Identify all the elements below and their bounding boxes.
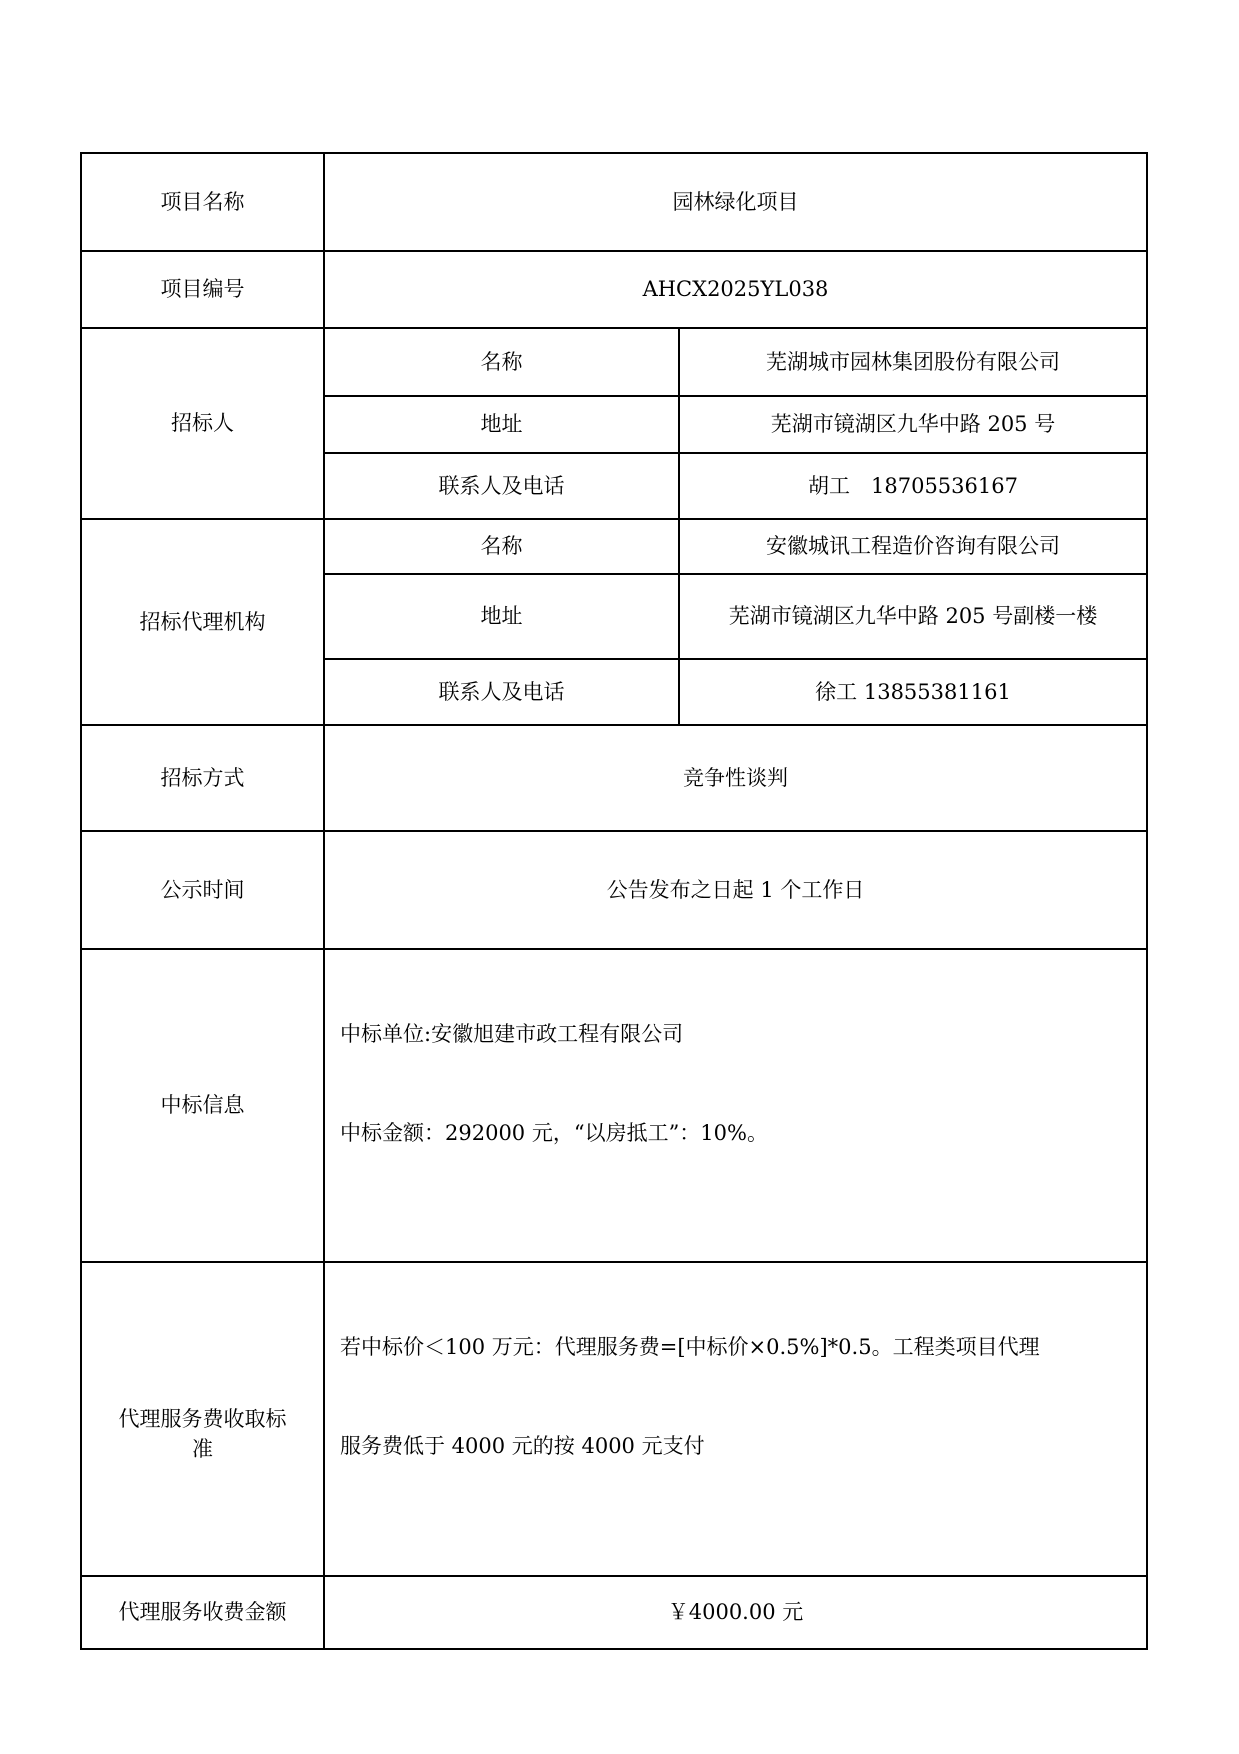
project-number-value: AHCX2025YL038 — [324, 251, 1147, 328]
tenderer-name-value: 芜湖城市园林集团股份有限公司 — [679, 328, 1147, 396]
agency-label: 招标代理机构 — [81, 519, 324, 725]
agency-fee-standard-label — [81, 1262, 324, 1575]
table-row — [81, 251, 1147, 328]
tenderer-contact-label: 联系人及电话 — [324, 453, 679, 519]
table-row — [81, 1576, 1147, 1649]
project-name-value: 园林绿化项目 — [324, 153, 1147, 251]
tender-method-value: 竞争性谈判 — [324, 725, 1147, 831]
agency-address-label: 地址 — [324, 574, 679, 659]
agency-fee-standard-line2: 服务费低于 4000 元的按 4000 元支付 — [340, 1434, 705, 1459]
award-info-label: 中标信息 — [81, 949, 324, 1262]
tender-method-label: 招标方式 — [81, 725, 324, 831]
publicity-period-value: 公告发布之日起 1 个工作日 — [324, 831, 1147, 949]
agency-fee-amount-label: 代理服务收费金额 — [81, 1576, 324, 1649]
award-amount-line: 中标金额：292000 元，“以房抵工”：10%。 — [340, 1121, 768, 1146]
tenderer-name-label: 名称 — [324, 328, 679, 396]
table-row — [81, 328, 1147, 396]
table-row — [81, 949, 1147, 1262]
publicity-period-label: 公示时间 — [81, 831, 324, 949]
tenderer-address-label: 地址 — [324, 396, 679, 453]
tenderer-contact-value: 胡工 18705536167 — [679, 453, 1147, 519]
agency-fee-standard-line1: 若中标价＜100 万元：代理服务费=[中标价×0.5%]*0.5。工程类项目代理 — [340, 1335, 1040, 1360]
agency-fee-amount-value: ￥4000.00 元 — [324, 1576, 1147, 1649]
agency-name-value: 安徽城讯工程造价咨询有限公司 — [679, 519, 1147, 574]
tenderer-address-value: 芜湖市镜湖区九华中路 205 号 — [679, 396, 1147, 453]
award-info-value — [324, 949, 1147, 1262]
award-winner-line: 中标单位:安徽旭建市政工程有限公司 — [340, 1022, 684, 1047]
agency-contact-value: 徐工 13855381161 — [679, 659, 1147, 725]
project-name-label: 项目名称 — [81, 153, 324, 251]
agency-name-label: 名称 — [324, 519, 679, 574]
table-row — [81, 831, 1147, 949]
project-number-label: 项目编号 — [81, 251, 324, 328]
agency-fee-standard-label-text: 代理服务费收取标准 — [118, 1407, 287, 1462]
tender-result-table — [80, 152, 1148, 1650]
table-row — [81, 1262, 1147, 1575]
table-row — [81, 153, 1147, 251]
agency-address-value: 芜湖市镜湖区九华中路 205 号副楼一楼 — [679, 574, 1147, 659]
agency-contact-label: 联系人及电话 — [324, 659, 679, 725]
agency-fee-standard-value — [324, 1262, 1147, 1575]
table-row — [81, 519, 1147, 574]
table-row — [81, 725, 1147, 831]
tenderer-label: 招标人 — [81, 328, 324, 519]
